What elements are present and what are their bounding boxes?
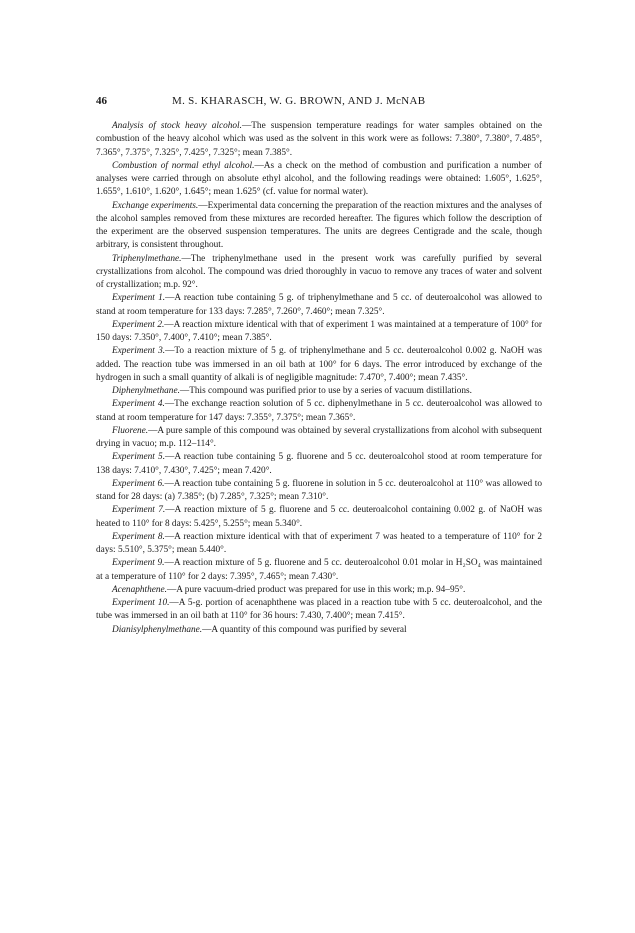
- paragraph-text: —A reaction tube containing 5 g. fluorene and 5 cc. deuteroalcohol stood at room temperature for 138 days: 7.410°, 7.430°, 7.425°; mean 7.420°.: [96, 452, 542, 476]
- paragraph-text: —A reaction tube containing 5 g. of triphenylmethane and 5 cc. of deuteroalcohol was allowed to stand at room temperature for 133 days: 7.285°, 7.260°, 7.460°; mean 7.325°.: [96, 293, 542, 317]
- page-header: [96, 94, 542, 108]
- paragraph-text: —To a reaction mixture of 5 g. of triphenylmethane and 5 cc. deuteroalcohol 0.002 g. NaOH was added. The reaction tube was immersed in an oil bath at 100° for 6 days. The error introduced by exchange of the hydrogen in such a small quantity of alkali is of negligible magnitude: 7.470°, 7.400°; mean 7.435°.: [96, 346, 542, 383]
- paragraph-lead: Dianisylphenylmethane.: [112, 624, 203, 635]
- paragraph-lead: Experiment 1.: [112, 293, 166, 304]
- paragraph-text: —A reaction mixture identical with that of experiment 1 was maintained at a temperature of 100° for 150 days: 7.350°, 7.400°, 7.410°; mean 7.385°.: [96, 319, 542, 343]
- paragraph-lead: Experiment 5.: [112, 452, 166, 463]
- paragraph-lead: Experiment 7.: [112, 505, 166, 516]
- paragraph-experiment-3: [96, 345, 542, 385]
- paragraph-text: —A pure sample of this compound was obtained by several crystallizations from alcohol with subsequent drying in vacuo; m.p. 112–114°.: [96, 425, 542, 449]
- paragraph-normal-ethyl-alcohol: [96, 160, 542, 200]
- paragraph-text: —As a check on the method of combustion and purification a number of analyses were carried through on absolute ethyl alcohol, and the following readings were obtained: 1.605°, 1.625°, 1.655°, 1.610°, 1.620°, 1.645°; mean 1.625° (cf. value for normal water).: [96, 160, 543, 198]
- paragraph-acenaphthene: [96, 584, 542, 597]
- paragraph-text: —A reaction mixture of 5 g. fluorene and 5 cc. deuteroalcohol 0.01 molar in H₂SO₄ was maintained at a temperature of 110° for 2 days: 7.395°, 7.465°; mean 7.430°.: [96, 558, 542, 582]
- paragraph-text: —A reaction mixture of 5 g. fluorene and 5 cc. deuteroalcohol containing 0.002 g. of NaOH was heated to 110° for 8 days: 5.425°, 5.255°; mean 5.340°.: [96, 505, 543, 529]
- paragraph-lead: Exchange experiments.: [112, 200, 199, 211]
- paragraph-text: —This compound was purified prior to use by a series of vacuum distillations.: [179, 386, 472, 396]
- paragraph-text: —The exchange reaction solution of 5 cc. diphenylmethane in 5 cc. deuteroalcohol was allowed to stand at room temperature for 147 days: 7.355°, 7.375°; mean 7.365°.: [96, 399, 542, 423]
- paragraph-experiment-5: [96, 451, 542, 478]
- paragraph-lead: Fluorene.: [112, 425, 149, 436]
- paragraph-lead: Acenaphthene.: [112, 584, 167, 595]
- paragraph-lead: Experiment 4.: [112, 399, 165, 410]
- page-number: 46: [96, 95, 107, 107]
- paragraph-lead: Analysis of stock heavy alcohol.: [112, 121, 242, 131]
- paragraph-stock-heavy-alcohol: [96, 120, 542, 160]
- paragraph-lead: Experiment 2.: [112, 319, 165, 330]
- paragraph-diphenylmethane: [96, 385, 542, 398]
- body-text: [96, 120, 542, 637]
- paragraph-text: —Experimental data concerning the preparation of the reaction mixtures and the analyses of the alcohol samples removed from these mixtures are recorded hereafter. The figures which follow the description of the experiment are the observed suspension temperatures. The units are degrees Centigrade and the scale, though arbitrary, is consistent throughout.: [96, 200, 543, 251]
- paragraph-experiment-7: [96, 504, 542, 531]
- paragraph-experiment-10: [96, 597, 542, 624]
- paragraph-lead: Experiment 9.: [112, 558, 165, 569]
- paragraph-experiment-9: [96, 557, 542, 584]
- paragraph-text: —A pure vacuum-dried product was prepared for use in this work; m.p. 94–95°.: [166, 584, 466, 595]
- paragraph-text: —A reaction tube containing 5 g. fluorene in solution in 5 cc. deuteroalcohol at 110° was allowed to stand for 28 days: (a) 7.385°; (b) 7.285°, 7.325°; mean 7.310°.: [96, 478, 542, 502]
- paragraph-experiment-1: [96, 292, 542, 319]
- paragraph-lead: Experiment 6.: [112, 478, 165, 489]
- paragraph-fluorene: [96, 425, 542, 452]
- paragraph-lead: Experiment 10.: [112, 598, 170, 608]
- paragraph-text: —A reaction mixture identical with that of experiment 7 was heated to a temperature of 110° for 2 days: 5.510°, 5.375°; mean 5.440°.: [96, 531, 542, 555]
- paragraph-text: —The triphenylmethane used in the present work was carefully purified by several crystallizations from alcohol. The compound was dried thoroughly in vacuo to remove any traces of water and solvent of crystallization; m.p. 92°.: [96, 253, 542, 290]
- paragraph-text: —The suspension temperature readings for water samples obtained on the combustion of the heavy alcohol which was used as the solvent in this work were as follows: 7.380°, 7.380°, 7.485°, 7.365°, 7.375°, 7.325°, 7.425°, 7.325°; mean 7.385°.: [96, 121, 542, 158]
- paragraph-triphenylmethane: [96, 253, 542, 293]
- running-head: M. S. KHARASCH, W. G. BROWN, AND J. McNAB: [172, 95, 426, 107]
- paragraph-experiment-2: [96, 319, 542, 346]
- paragraph-dianisylphenylmethane: [96, 624, 542, 637]
- paragraph-lead: Combustion of normal ethyl alcohol.: [112, 160, 255, 171]
- paragraph-experiment-6: [96, 478, 542, 505]
- paragraph-text: —A 5-g. portion of acenaphthene was placed in a reaction tube with 5 cc. deuteroalcohol, and the tube was immersed in an oil bath at 110° for 36 hours: 7.430, 7.400°; mean 7.415°.: [96, 598, 542, 622]
- paragraph-lead: Experiment 8.: [112, 531, 165, 542]
- paragraph-experiment-8: [96, 531, 542, 558]
- paragraph-experiment-4: [96, 398, 542, 425]
- paragraph-lead: Experiment 3.: [112, 346, 166, 357]
- paragraph-lead: Triphenylmethane.: [112, 253, 182, 264]
- paragraph-exchange-experiments: [96, 200, 542, 253]
- paragraph-lead: Diphenylmethane.: [112, 386, 180, 396]
- paragraph-text: —A quantity of this compound was purified by several: [202, 624, 407, 635]
